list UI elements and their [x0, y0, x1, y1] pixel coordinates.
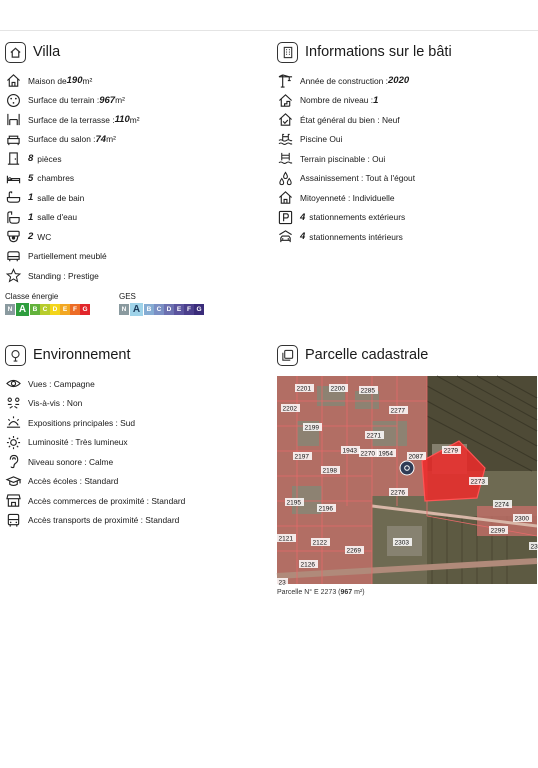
classe-letter-f: F [70, 304, 80, 315]
garage-car-icon [277, 229, 294, 244]
detached-house-icon [277, 190, 294, 205]
parcel-number-2087: 2087 [408, 453, 423, 461]
chambres-value: 5 [28, 172, 34, 184]
parcel-number-2270: 2270 [360, 450, 375, 458]
transports-label: Accès transports de proximité : Standard [28, 515, 180, 526]
cadastral-map[interactable] [277, 376, 538, 587]
terrace-icon [5, 112, 22, 127]
chambres-row [5, 169, 267, 189]
vues-row [5, 374, 267, 394]
terrain-unit: m² [115, 95, 125, 106]
terrasse-value: 110 [114, 114, 130, 126]
sun-icon [5, 435, 22, 450]
parcel-number-1943: 1943 [342, 447, 357, 455]
sofa-icon [5, 132, 22, 147]
view-icon [5, 376, 22, 391]
classe-letter-c: C [40, 304, 50, 315]
piscine-row [277, 130, 535, 150]
parcelle-header [277, 344, 535, 366]
toilet-icon [5, 229, 22, 244]
terrasse-row [5, 110, 267, 130]
parcel-number-2199: 2199 [304, 424, 319, 432]
parcel-number-2200: 2200 [330, 385, 345, 393]
parking-icon [277, 210, 294, 225]
salon-value: 74 [95, 133, 107, 145]
parcel-number-2274: 2274 [494, 501, 509, 509]
assainissement-label: Assainissement : Tout à l'égout [300, 173, 416, 184]
pieces-label: pièces [37, 153, 62, 164]
parcel-number-2202: 2202 [282, 405, 297, 413]
ges-letter-f: F [184, 304, 194, 315]
maison-unit: m² [82, 75, 93, 86]
tree-icon [5, 345, 26, 366]
stairs-house-icon [277, 93, 294, 108]
etat-label: État général du bien : Neuf [300, 114, 400, 125]
int-parking-label: stationnements intérieurs [309, 231, 403, 242]
parcel-number-2196: 2196 [318, 505, 333, 513]
ges-letter-d: D [164, 304, 174, 315]
mitoyennete-label: Mitoyenneté : Individuelle [300, 192, 395, 203]
crane-icon [277, 73, 294, 88]
chambres-label: chambres [37, 173, 75, 184]
piscine-label: Piscine Oui [300, 134, 343, 145]
annee-row [277, 71, 535, 91]
parcel-number-2195: 2195 [286, 499, 301, 507]
bati-header [277, 41, 535, 63]
classe-letter-e: E [60, 304, 70, 315]
villa-title: Villa [33, 44, 61, 60]
luminosite-label: Luminosité : Très lumineux [28, 437, 128, 448]
parcel-number-2285: 2285 [360, 387, 375, 395]
environnement-header [5, 344, 267, 366]
ecoles-row [5, 472, 267, 492]
star-icon [5, 268, 22, 283]
ges-letter-b: B [144, 304, 154, 315]
assainissement-row [277, 169, 535, 189]
sdb-row [5, 188, 267, 208]
sonore-label: Niveau sonore : Calme [28, 456, 114, 467]
pool-ladder-icon [277, 151, 294, 166]
home-icon [5, 73, 22, 88]
parcel-number-2198: 2198 [322, 467, 337, 475]
ges-letter-a: A [129, 302, 144, 317]
sdb-label: salle de bain [37, 192, 85, 203]
ges-letter-n: N [119, 304, 129, 315]
pieces-value: 8 [28, 153, 34, 165]
ges-letter-e: E [174, 304, 184, 315]
building-icon [277, 42, 298, 63]
map-layers-icon [277, 345, 298, 366]
transports-row [5, 511, 267, 531]
pool-icon [277, 132, 294, 147]
graduation-cap-icon [5, 474, 22, 489]
ext-parking-value: 4 [300, 211, 306, 223]
visavis-label: Vis-à-vis : Non [28, 398, 83, 409]
visavis-row [5, 394, 267, 414]
standing-label: Standing : Prestige [28, 270, 99, 281]
terrain-value: 967 [99, 94, 116, 106]
parcel-number-23: 23 [278, 579, 286, 587]
parcel-number-2279: 2279 [443, 447, 458, 455]
annee-label: Année de construction : [300, 75, 388, 86]
meuble-label: Partiellement meublé [28, 251, 107, 262]
pieces-row [5, 149, 267, 169]
caption-prefix: Parcelle N° E 2273 ( [277, 589, 341, 596]
energy-labels [5, 292, 267, 301]
maison-row [5, 71, 267, 91]
niveau-label: Nombre de niveau : [300, 95, 374, 106]
annee-value: 2020 [388, 75, 410, 87]
caption-suffix: m²) [352, 589, 365, 596]
int-parking-value: 4 [300, 231, 306, 243]
parcel-number-2271: 2271 [366, 432, 381, 440]
standing-row [5, 266, 267, 286]
sunrise-icon [5, 415, 22, 430]
sde-value: 1 [28, 211, 34, 223]
vues-label: Vues : Campagne [28, 378, 95, 389]
commerces-row [5, 491, 267, 511]
villa-header [5, 41, 267, 63]
meuble-row [5, 247, 267, 267]
bus-icon [5, 513, 22, 528]
sde-row [5, 208, 267, 228]
etat-row [277, 110, 535, 130]
villa-section [5, 41, 267, 317]
classe-letter-a: A [15, 302, 30, 317]
expositions-row [5, 413, 267, 433]
parcel-number-2201: 2201 [296, 385, 311, 393]
bati-title: Informations sur le bâti [305, 44, 452, 60]
parcelle-title: Parcelle cadastrale [305, 347, 429, 363]
bati-section [277, 41, 535, 247]
ear-icon [5, 454, 22, 469]
parcel-number-2121: 2121 [278, 535, 293, 543]
niveau-value: 1 [373, 94, 379, 106]
parcel-number-2197: 2197 [294, 453, 309, 461]
salon-unit: m² [106, 134, 116, 145]
parcel-number-2276: 2276 [390, 489, 405, 497]
shop-icon [5, 493, 22, 508]
parcelle-caption [277, 589, 365, 596]
maison-label: Maison de [28, 75, 67, 86]
expositions-label: Expositions principales : Sud [28, 417, 136, 428]
wc-label: WC [37, 231, 52, 242]
parcel-number-2269: 2269 [346, 547, 361, 555]
maison-value: 190 [66, 75, 83, 87]
parcel-number-2273: 2273 [470, 478, 485, 486]
environnement-title: Environnement [33, 347, 131, 363]
water-drops-icon [277, 171, 294, 186]
terrain-piscinable-label: Terrain piscinable : Oui [300, 153, 386, 164]
shower-icon [5, 210, 22, 225]
bed-icon [5, 171, 22, 186]
sde-label: salle d'eau [37, 212, 78, 223]
sonore-row [5, 452, 267, 472]
house-check-icon [277, 112, 294, 127]
ecoles-label: Accès écoles : Standard [28, 476, 119, 487]
commerces-label: Accès commerces de proximité : Standard [28, 495, 186, 506]
furniture-icon [5, 249, 22, 264]
ext-parking-row [277, 208, 535, 228]
parcel-number-2300: 2300 [514, 515, 529, 523]
terrasse-unit: m² [129, 114, 140, 125]
parcel-number-2122: 2122 [312, 539, 327, 547]
terrain-label: Surface du terrain : [28, 95, 100, 106]
door-icon [5, 151, 22, 166]
classe-letter-g: G [80, 304, 90, 315]
bathtub-icon [5, 190, 22, 205]
classe-letter-b: B [30, 304, 40, 315]
ges-label: GES [119, 291, 136, 301]
terrasse-label: Surface de la terrasse : [28, 114, 115, 125]
parcel-number-23: 23 [530, 543, 538, 551]
sdb-value: 1 [28, 192, 34, 204]
ext-parking-label: stationnements extérieurs [309, 212, 406, 223]
house-icon [5, 42, 26, 63]
caption-value: 967 [340, 589, 353, 596]
parcel-number-2277: 2277 [390, 407, 405, 415]
classe-energie-scale [5, 304, 119, 317]
salon-row [5, 130, 267, 150]
parcel-number-2126: 2126 [300, 561, 315, 569]
classe-letter-n: N [5, 304, 15, 315]
land-area-icon [5, 93, 22, 108]
parcelle-section [277, 344, 535, 366]
terrain-piscinable-row [277, 149, 535, 169]
niveau-row [277, 91, 535, 111]
parcel-number-2299: 2299 [490, 527, 505, 535]
classe-energie-label: Classe énergie [5, 291, 59, 301]
ges-letter-c: C [154, 304, 164, 315]
vis-a-vis-icon [5, 396, 22, 411]
top-divider [0, 30, 538, 31]
environnement-section [5, 344, 267, 530]
parcel-number-2303: 2303 [394, 539, 409, 547]
ges-letter-g: G [194, 304, 204, 315]
ges-scale [119, 304, 204, 317]
int-parking-row [277, 227, 535, 247]
mitoyennete-row [277, 188, 535, 208]
luminosite-row [5, 433, 267, 453]
parcel-number-1954: 1954 [378, 450, 393, 458]
terrain-row [5, 91, 267, 111]
salon-label: Surface du salon : [28, 134, 96, 145]
wc-row [5, 227, 267, 247]
classe-letter-d: D [50, 304, 60, 315]
wc-value: 2 [28, 231, 34, 243]
